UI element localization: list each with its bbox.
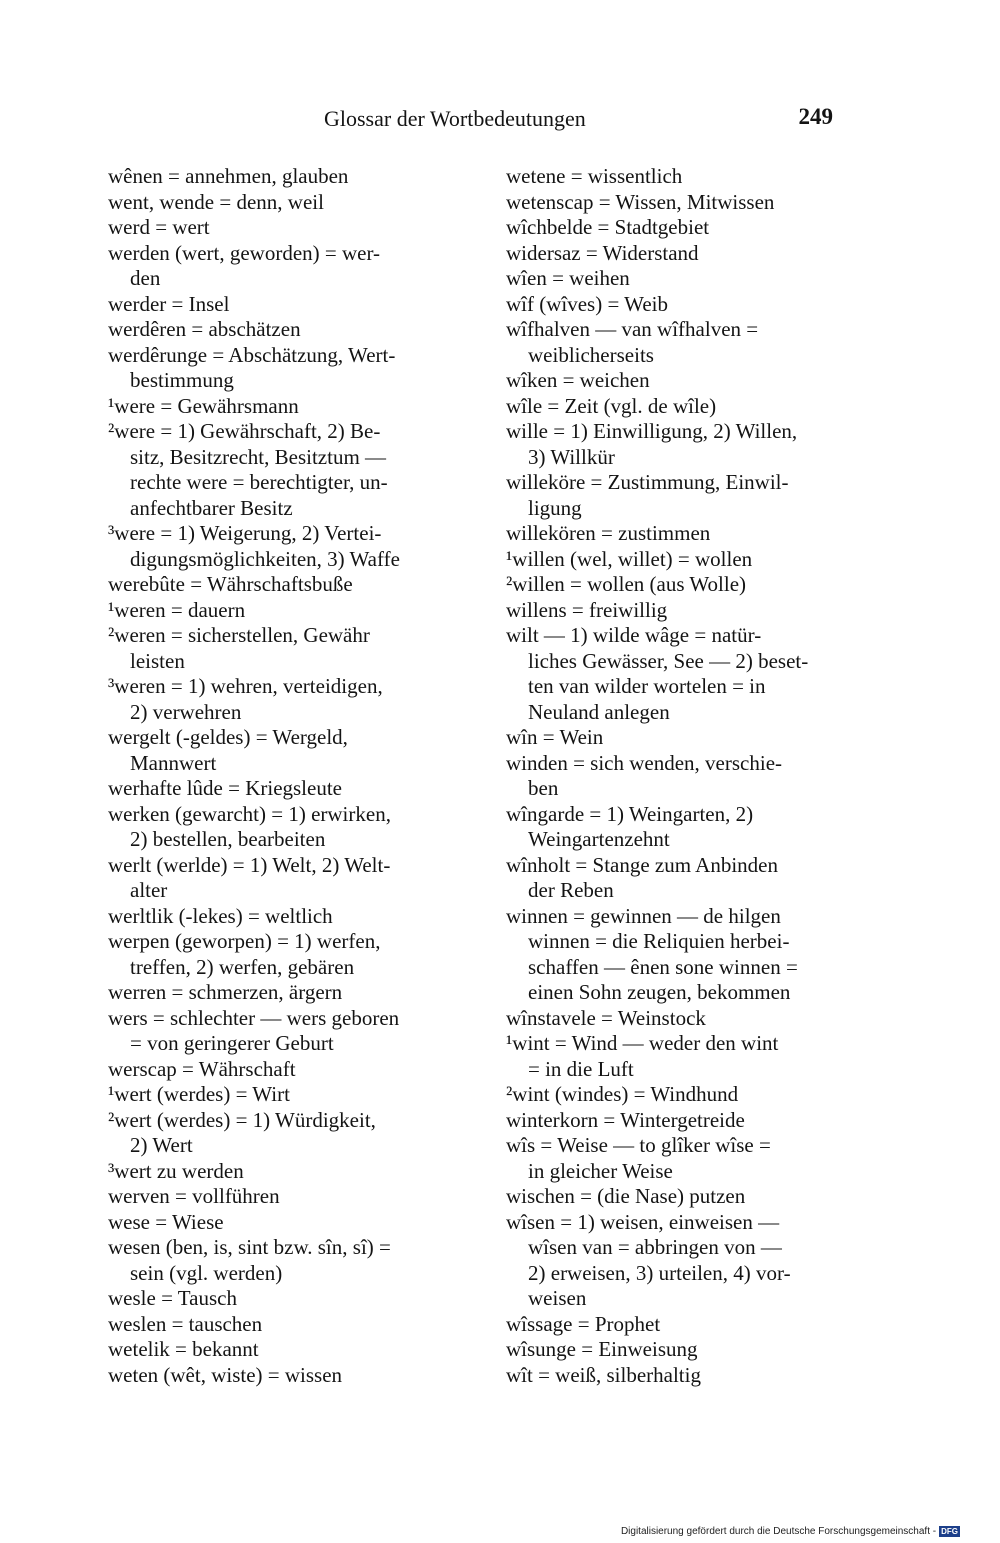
glossary-entry: ²wert (werdes) = 1) Würdigkeit,: [108, 1107, 376, 1132]
glossary-entry: wetene = wissentlich: [506, 164, 683, 188]
glossary-entry: wesle = Tausch: [108, 1286, 237, 1310]
glossary-entry: wîchbelde = Stadtgebiet: [506, 215, 710, 239]
credit-text: Digitalisierung gefördert durch die Deutsche Forschungsgemeinschaft -: [620, 1526, 937, 1537]
glossary-entry: ¹wint = Wind — weder den wint: [506, 1031, 779, 1055]
glossary-line-continuation: Neuland anlegen: [528, 699, 670, 724]
glossary-entry: wetelik = bekannt: [108, 1337, 259, 1361]
glossary-entry: widersaz = Widerstand: [506, 240, 699, 265]
page-number: 249: [798, 104, 833, 129]
glossary-entry: ²wint (windes) = Windhund: [506, 1082, 739, 1106]
glossary-line-continuation: treffen, 2) werfen, gebären: [130, 954, 355, 979]
glossary-entry: wetenscap = Wissen, Mitwissen: [506, 189, 775, 214]
glossary-line-continuation: winnen = die Reliquien herbei-: [528, 929, 790, 953]
glossary-entry: wît = weiß, silberhaltig: [506, 1362, 701, 1387]
glossary-entry: weten (wêt, wiste) = wissen: [108, 1362, 343, 1387]
glossary-entry: wers = schlechter — wers geboren: [108, 1005, 400, 1030]
glossary-entry: wînstavele = Weinstock: [506, 1005, 706, 1030]
glossary-line-continuation: = von geringerer Geburt: [130, 1031, 334, 1055]
glossary-line-continuation: anfechtbarer Besitz: [130, 495, 293, 520]
glossary-entry: ²weren = sicherstellen, Gewähr: [108, 623, 370, 647]
glossary-column-left: [108, 164, 453, 1388]
glossary-entry: wênen = annehmen, glauben: [108, 164, 349, 188]
glossary-line-continuation: ligung: [528, 495, 582, 520]
glossary-entry: wîsen = 1) weisen, einweisen —: [506, 1209, 780, 1234]
glossary-entry: willekören = zustimmen: [506, 521, 711, 545]
glossary-line-continuation: in gleicher Weise: [528, 1158, 673, 1183]
glossary-entry: wîle = Zeit (vgl. de wîle): [506, 393, 717, 418]
glossary-line-continuation: alter: [130, 878, 168, 902]
running-title: Glossar der Wortbedeutungen: [324, 106, 586, 131]
page-header: [0, 106, 1000, 142]
glossary-column-right: [506, 164, 851, 1388]
glossary-entry: wîfhalven — van wîfhalven =: [506, 317, 759, 341]
glossary-line-continuation: sein (vgl. werden): [130, 1260, 283, 1285]
glossary-entry: ¹willen (wel, willet) = wollen: [506, 546, 753, 571]
glossary-entry: werpen (geworpen) = 1) werfen,: [108, 929, 381, 953]
glossary-entry: winden = sich wenden, verschie-: [506, 750, 783, 775]
glossary-line-continuation: Weingartenzehnt: [528, 827, 670, 851]
glossary-entry: werhafte lûde = Kriegsleute: [108, 776, 342, 800]
glossary-entry: ³wert zu werden: [108, 1158, 244, 1183]
glossary-line-continuation: rechte were = berechtigter, un-: [130, 470, 388, 494]
glossary-line-continuation: sitz, Besitzrecht, Besitztum —: [130, 444, 387, 469]
glossary-entry: ²were = 1) Gewährschaft, 2) Be-: [108, 419, 381, 443]
glossary-entry: werder = Insel: [108, 291, 230, 316]
glossary-entry: winterkorn = Wintergetreide: [506, 1107, 745, 1132]
glossary-line-continuation: weisen: [528, 1286, 587, 1310]
glossary-entry: werlt (werlde) = 1) Welt, 2) Welt-: [108, 852, 391, 877]
glossary-line-continuation: 2) bestellen, bearbeiten: [130, 827, 326, 851]
glossary-entry: werd = wert: [108, 215, 210, 239]
glossary-line-continuation: liches Gewässer, See — 2) beset-: [528, 648, 809, 673]
digitization-credit: [621, 1526, 960, 1537]
glossary-entry: werren = schmerzen, ärgern: [108, 980, 343, 1004]
glossary-entry: winnen = gewinnen — de hilgen: [506, 903, 781, 928]
glossary-entry: wese = Wiese: [108, 1209, 224, 1234]
glossary-entry: wîen = weihen: [506, 266, 630, 290]
glossary-entry: wîngarde = 1) Weingarten, 2): [506, 801, 754, 826]
glossary-line-continuation: = in die Luft: [528, 1056, 634, 1081]
glossary-entry: wîsunge = Einweisung: [506, 1337, 698, 1361]
glossary-line-continuation: der Reben: [528, 878, 614, 902]
glossary-entry: willens = freiwillig: [506, 597, 668, 622]
glossary-entry: wînholt = Stange zum Anbinden: [506, 852, 778, 877]
glossary-entry: werltlik (-lekes) = weltlich: [108, 903, 333, 928]
glossary-line-continuation: bestimmung: [130, 368, 234, 392]
glossary-entry: wîs = Weise — to glîker wîse =: [506, 1133, 771, 1157]
glossary-entry: ¹were = Gewährsmann: [108, 393, 299, 418]
glossary-entry: willeköre = Zustimmung, Einwil-: [506, 470, 789, 494]
glossary-entry: werscap = Währschaft: [108, 1056, 296, 1081]
glossary-entry: wîssage = Prophet: [506, 1311, 661, 1336]
glossary-entry: ³were = 1) Weigerung, 2) Vertei-: [108, 521, 382, 545]
glossary-line-continuation: digungsmöglichkeiten, 3) Waffe: [130, 546, 400, 571]
glossary-line-continuation: 3) Willkür: [528, 444, 615, 469]
glossary-entry: went, wende = denn, weil: [108, 189, 324, 214]
glossary-entry: wischen = (die Nase) putzen: [506, 1184, 746, 1208]
glossary-line-continuation: Mannwert: [130, 750, 217, 775]
glossary-entry: weslen = tauschen: [108, 1311, 263, 1336]
glossary-entry: wilt — 1) wilde wâge = natür-: [506, 623, 762, 647]
glossary-entry: wille = 1) Einwilligung, 2) Willen,: [506, 419, 798, 443]
glossary-line-continuation: ten van wilder wortelen = in: [528, 674, 766, 698]
glossary-line-continuation: wîsen van = abbringen von —: [528, 1235, 782, 1259]
glossary-line-continuation: 2) Wert: [130, 1133, 193, 1157]
glossary-entry: ¹weren = dauern: [108, 597, 246, 622]
glossary-entry: wîken = weichen: [506, 368, 650, 392]
glossary-entry: wesen (ben, is, sint bzw. sîn, sî) =: [108, 1235, 391, 1259]
glossary-line-continuation: den: [130, 266, 161, 290]
glossary-line-continuation: ben: [528, 776, 559, 800]
glossary-entry: werdêrunge = Abschätzung, Wert-: [108, 342, 396, 367]
glossary-entry: wîn = Wein: [506, 725, 604, 749]
glossary-entry: werdêren = abschätzen: [108, 317, 301, 341]
glossary-entry: wîf (wîves) = Weib: [506, 291, 668, 316]
glossary-entry: werken (gewarcht) = 1) erwirken,: [108, 801, 391, 826]
glossary-line-continuation: 2) erweisen, 3) urteilen, 4) vor-: [528, 1260, 791, 1285]
glossary-entry: ²willen = wollen (aus Wolle): [506, 572, 747, 596]
glossary-entry: wergelt (-geldes) = Wergeld,: [108, 725, 348, 749]
glossary-entry: ¹wert (werdes) = Wirt: [108, 1082, 290, 1106]
glossary-entry: werden (wert, geworden) = wer-: [108, 240, 381, 265]
glossary-line-continuation: leisten: [130, 648, 185, 673]
glossary-line-continuation: 2) verwehren: [130, 699, 242, 724]
glossary-entry: werebûte = Währschaftsbuße: [108, 572, 353, 596]
glossary-entry: werven = vollführen: [108, 1184, 280, 1208]
dfg-logo: DFG: [941, 1526, 958, 1536]
glossary-line-continuation: schaffen — ênen sone winnen =: [528, 954, 798, 979]
glossary-line-continuation: weiblicherseits: [528, 342, 654, 367]
glossary-entry: ³weren = 1) wehren, verteidigen,: [108, 674, 383, 698]
glossary-line-continuation: einen Sohn zeugen, bekommen: [528, 980, 791, 1004]
